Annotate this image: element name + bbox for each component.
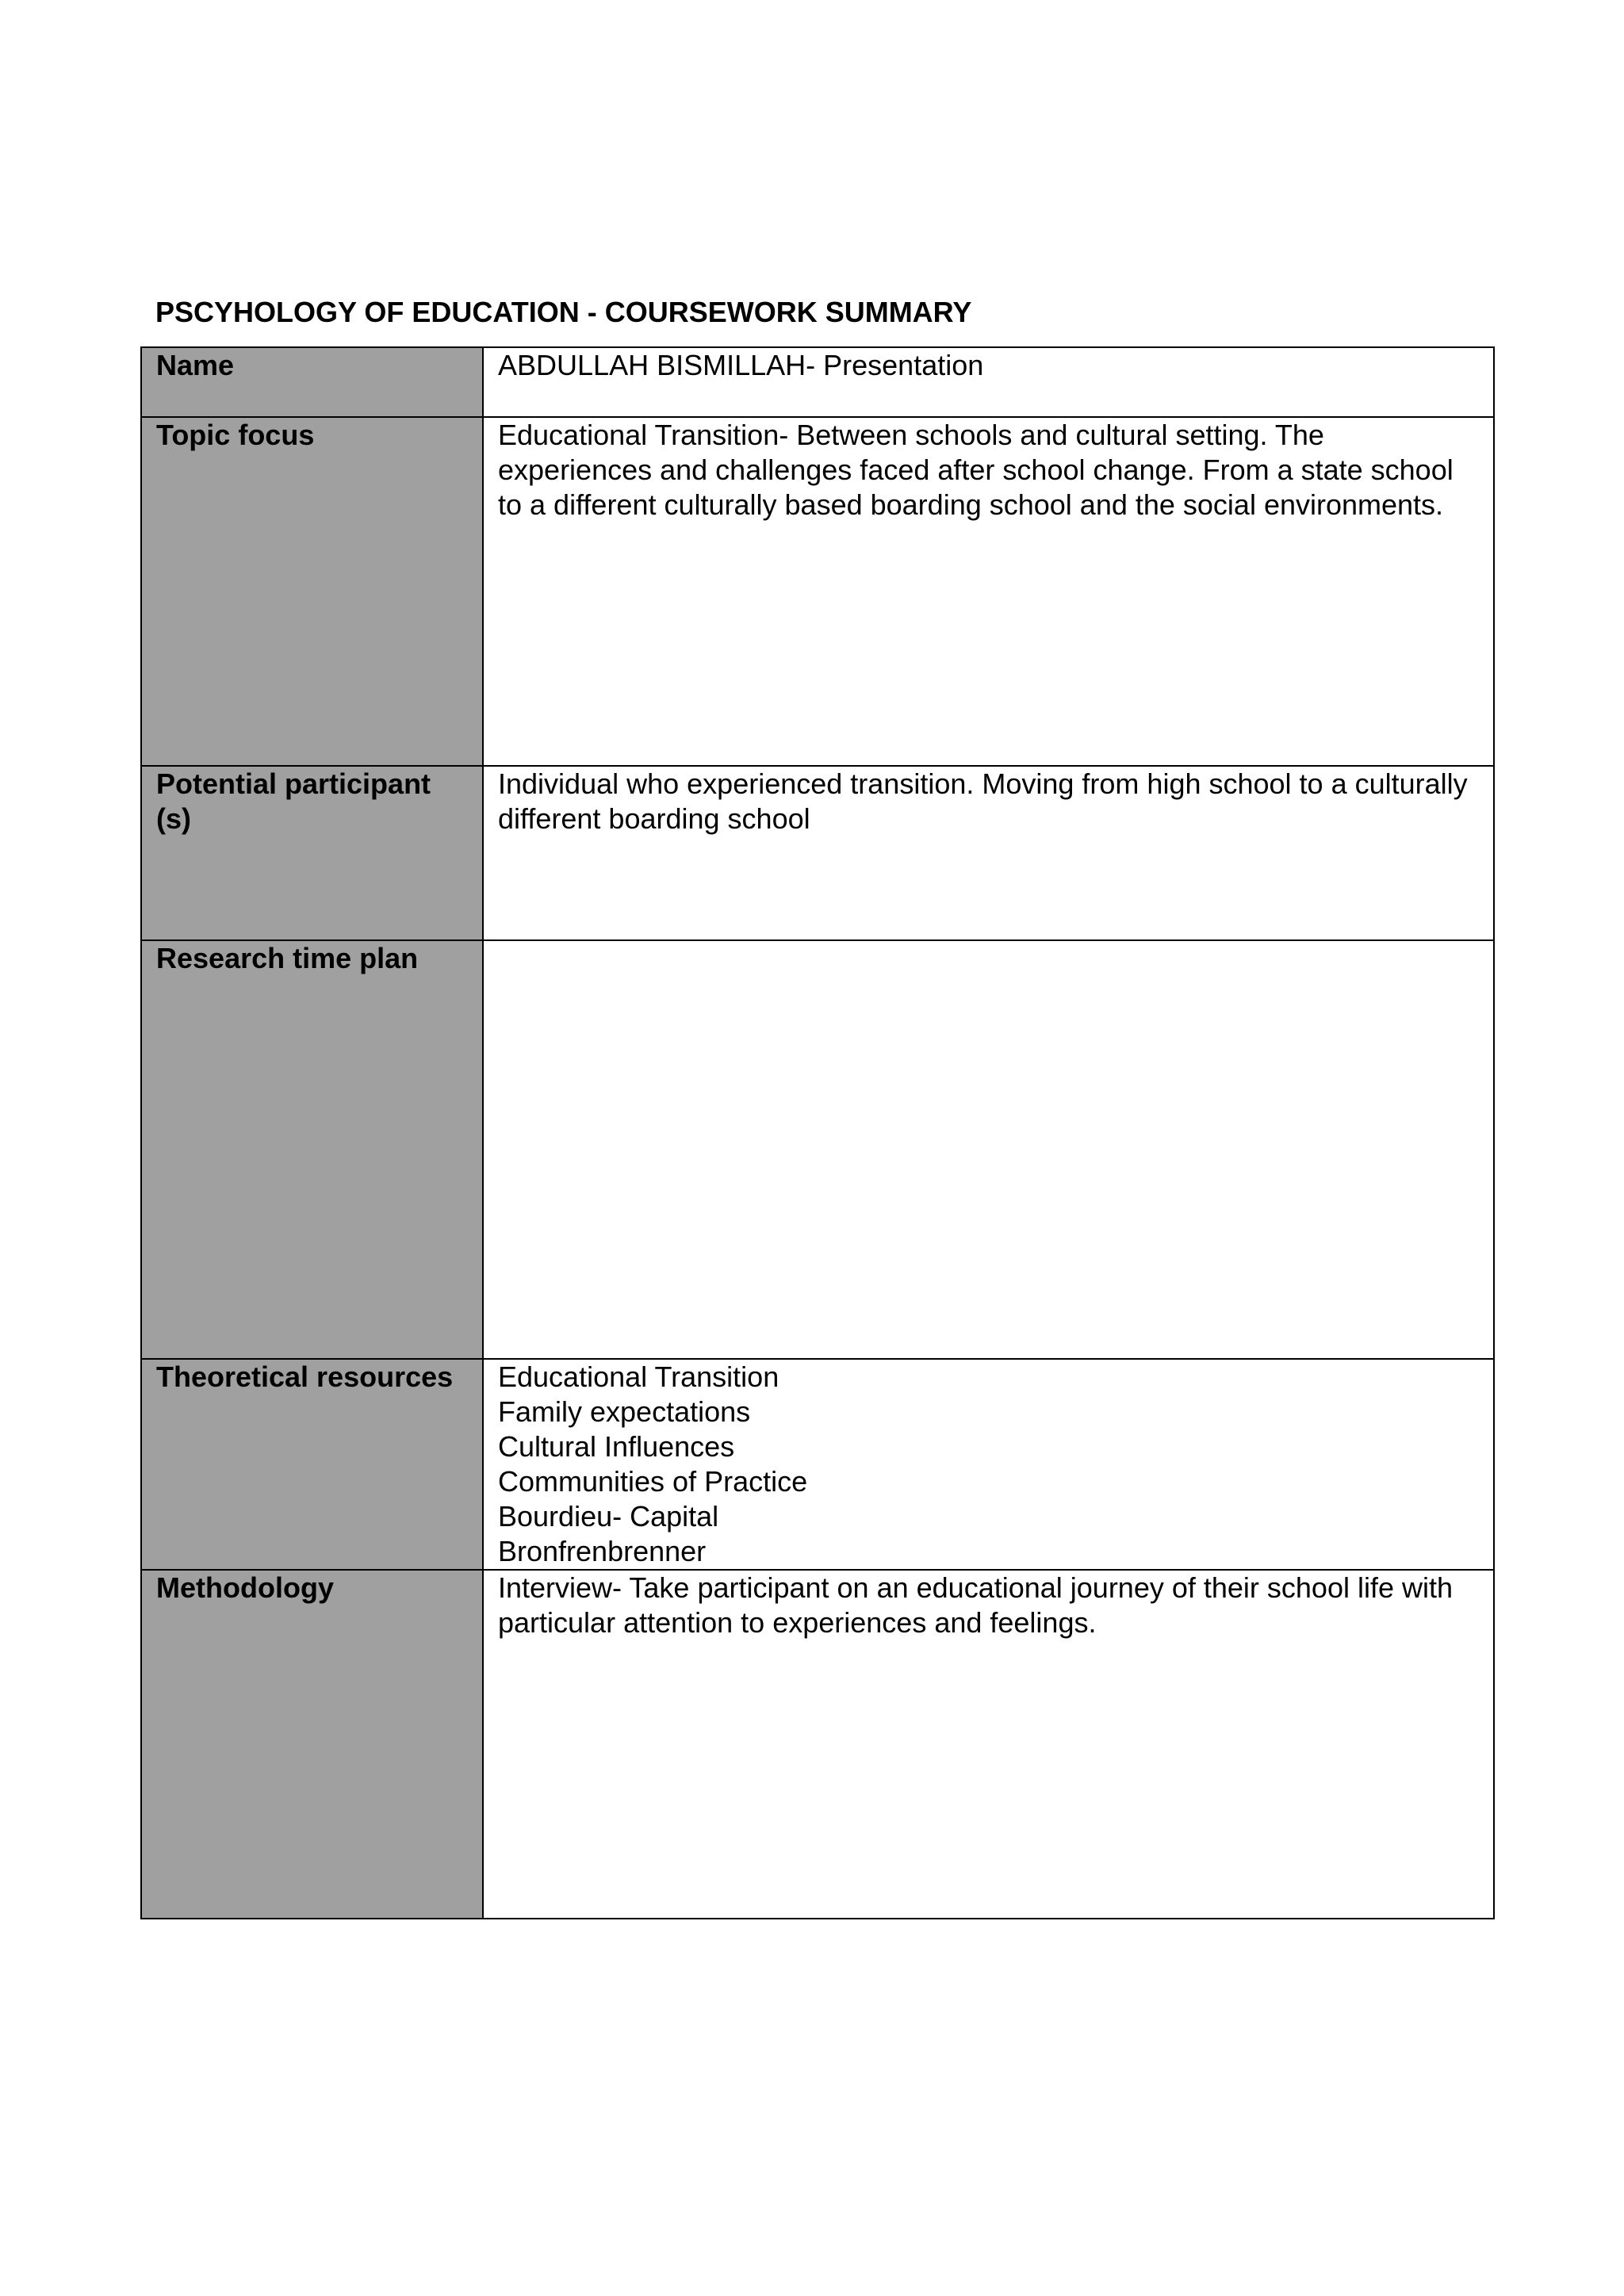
- coursework-summary-table: [140, 346, 1495, 1919]
- potential-participants-label: Potential participant (s): [141, 766, 483, 940]
- research-time-plan-value: [483, 940, 1494, 1359]
- table-row-theoretical-resources: [141, 1359, 1494, 1570]
- methodology-value: Interview- Take participant on an educational journey of their school life with particular attention to experiences and feelings.: [483, 1570, 1494, 1919]
- topic-focus-value: Educational Transition- Between schools and cultural setting. The experiences and challenges faced after school change. From a state school to a different culturally based boarding school and the social environments.: [483, 417, 1494, 766]
- table-row-name: [141, 347, 1494, 417]
- theoretical-resource-item: Educational Transition: [498, 1360, 779, 1393]
- name-label: Name: [141, 347, 483, 417]
- methodology-label: Methodology: [141, 1570, 483, 1919]
- topic-focus-label: Topic focus: [141, 417, 483, 766]
- theoretical-resource-item: Cultural Influences: [498, 1430, 735, 1463]
- table-row-research-time-plan: [141, 940, 1494, 1359]
- potential-participants-value: Individual who experienced transition. Moving from high school to a culturally different boarding school: [483, 766, 1494, 940]
- theoretical-resource-item: Family expectations: [498, 1395, 751, 1428]
- theoretical-resource-item: Communities of Practice: [498, 1465, 808, 1498]
- theoretical-resource-item: Bourdieu- Capital: [498, 1500, 719, 1533]
- research-time-plan-label: Research time plan: [141, 940, 483, 1359]
- document-title: PSCYHOLOGY OF EDUCATION - COURSEWORK SUMMARY: [155, 296, 972, 328]
- theoretical-resource-item: Bronfrenbrenner: [498, 1535, 707, 1567]
- table-row-methodology: [141, 1570, 1494, 1919]
- table-row-topic-focus: [141, 417, 1494, 766]
- theoretical-resources-list: [483, 1359, 1494, 1570]
- theoretical-resources-label: Theoretical resources: [141, 1359, 483, 1570]
- table-row-potential-participants: [141, 766, 1494, 940]
- name-value: ABDULLAH BISMILLAH- Presentation: [483, 347, 1494, 417]
